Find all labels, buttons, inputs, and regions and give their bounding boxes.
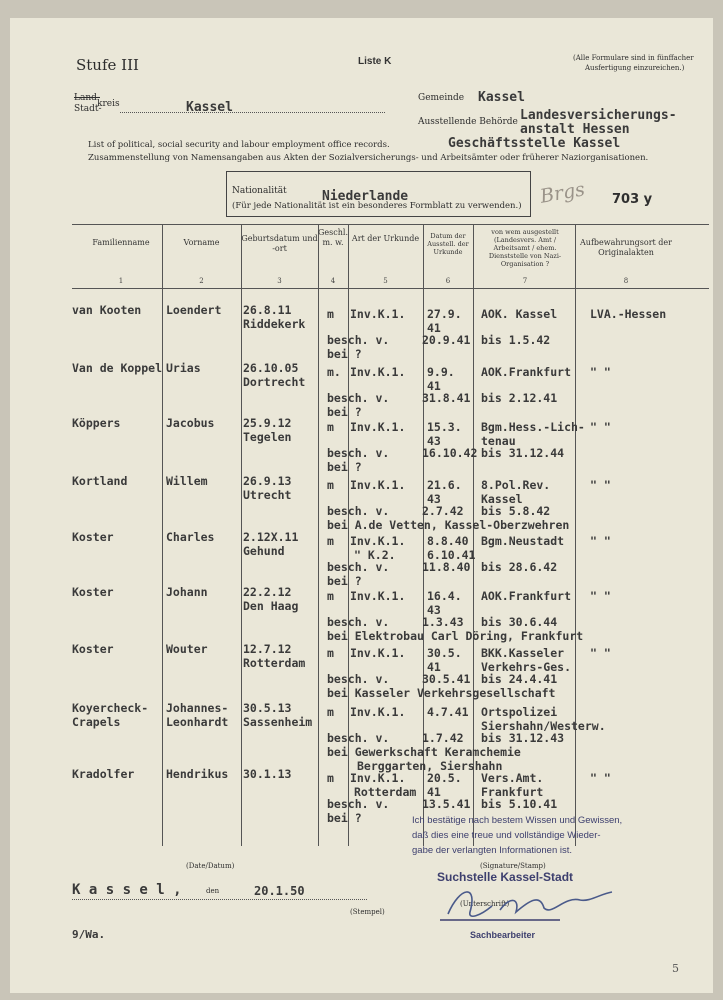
certification-line-3: gabe der verlangten Informationen ist. <box>412 845 573 856</box>
entry-issuer: BKK.Kasseler <box>481 646 565 660</box>
entry-employment-until: bis 5.10.41 <box>481 797 558 811</box>
entry-employment-label: besch. v. <box>327 797 390 811</box>
entry-issuer-line2: Verkehrs-Ges. <box>481 660 572 674</box>
entry-archive-location: LVA.-Hessen <box>590 307 667 321</box>
date-dotted-line <box>72 899 367 900</box>
entry-employment-from: 1.7.42 <box>422 731 464 745</box>
nationality-value: Niederlande <box>322 189 409 204</box>
column-number-2: 2 <box>199 277 204 285</box>
entry-employer-line2: Berggarten, Siershahn <box>357 759 503 773</box>
entry-issue-date: 8.8.40 <box>427 534 469 548</box>
entry-surname: van Kooten <box>72 303 142 317</box>
stadt-label: Stadt- <box>74 104 102 114</box>
behoerde-label: Ausstellende Behörde <box>418 117 518 127</box>
entry-employment-label: besch. v. <box>327 391 390 405</box>
column-header-5: Art der Urkunde <box>351 234 420 243</box>
entry-employer: bei ? <box>327 460 362 474</box>
entry-issue-date-year: 41 <box>427 379 441 393</box>
english-description: List of political, social security and labour employment office records. <box>88 140 390 150</box>
entry-issue-date-year: 41 <box>427 660 441 674</box>
nationality-note: (Für jede Nationalität ist ein besonderes Formblatt zu verwenden.) <box>232 201 522 211</box>
column-header-6: Datum der Ausstell. der Urkunde <box>427 232 469 256</box>
column-header-8: Aufbewahrungsort der Originalakten <box>580 238 672 257</box>
date-label: (Date/Datum) <box>186 862 235 870</box>
entry-document-type: Inv.K.1. <box>350 478 406 492</box>
entry-employment-from: 11.8.40 <box>422 560 471 574</box>
column-number-8: 8 <box>623 277 629 285</box>
entry-birth-place: Utrecht <box>243 488 292 502</box>
entry-issue-date: 20.5. <box>427 771 462 785</box>
gemeinde-label: Gemeinde <box>418 93 465 103</box>
office-stamp: Suchstelle Kassel-Stadt <box>437 870 574 884</box>
column-header-3: Geburtsdatum und -ort <box>241 234 318 253</box>
entry-archive-location: " " <box>590 589 611 603</box>
entry-archive-location: " " <box>590 771 611 785</box>
entry-sex: m <box>327 589 334 603</box>
entry-employment-from: 20.9.41 <box>422 333 471 347</box>
handwritten-signature <box>440 876 620 926</box>
entry-issuer: 8.Pol.Rev. <box>481 478 551 492</box>
entry-employment-from: 2.7.42 <box>422 504 464 518</box>
entry-document-type: Inv.K.1. <box>350 307 406 321</box>
column-divider-3 <box>318 224 319 846</box>
column-header-1: Familienname <box>92 238 150 247</box>
entry-sex: m <box>327 534 334 548</box>
entry-given-name: Johann <box>166 585 208 599</box>
entry-given-name: Wouter <box>166 642 208 656</box>
entry-employment-until: bis 31.12.43 <box>481 731 565 745</box>
entry-employment-until: bis 24.4.41 <box>481 672 558 686</box>
entry-employment-label: besch. v. <box>327 504 390 518</box>
entry-employment-from: 31.8.41 <box>422 391 471 405</box>
entry-issuer-line2: Siershahn/Westerw. <box>481 719 606 733</box>
entry-issue-date: 4.7.41 <box>427 705 469 719</box>
entry-issue-date-year: 43 <box>427 492 441 506</box>
entry-birth-date: 30.5.13 <box>243 701 292 715</box>
entry-employment-until: bis 1.5.42 <box>481 333 551 347</box>
entry-employment-label: besch. v. <box>327 560 390 574</box>
entry-issuer-line2: tenau <box>481 434 516 448</box>
entry-employer: bei A.de Vetten, Kassel-Oberzwehren <box>327 518 570 532</box>
entry-given-name: Charles <box>166 530 215 544</box>
behoerde-line-3: Geschäftsstelle Kassel <box>448 136 621 151</box>
kreis-dotted-line <box>120 112 385 113</box>
entry-birth-place: Rotterdam <box>243 656 306 670</box>
entry-issuer: AOK. Kassel <box>481 307 558 321</box>
footer-place: K a s s e l , <box>72 882 182 898</box>
entry-employment-label: besch. v. <box>327 672 390 686</box>
stempel-label: (Stempel) <box>350 908 385 916</box>
table-top-rule <box>72 224 709 225</box>
entry-birth-date: 25.9.12 <box>243 416 292 430</box>
entry-surname: Koyercheck- <box>72 701 149 715</box>
entry-employment-until: bis 30.6.44 <box>481 615 558 629</box>
entry-document-type: Inv.K.1. <box>350 705 406 719</box>
table-header-rule <box>72 288 709 289</box>
entry-issue-date: 9.9. <box>427 365 455 379</box>
entry-document-type: Inv.K.1. <box>350 534 406 548</box>
instruction-line-1: (Alle Formulare sind in fünffacher <box>573 54 694 62</box>
entry-given-name: Jacobus <box>166 416 215 430</box>
stufe-label: Stufe III <box>76 56 139 74</box>
entry-employer: bei Gewerkschaft Keramchemie <box>327 745 521 759</box>
entry-document-type: Inv.K.1. <box>350 589 406 603</box>
entry-archive-location: " " <box>590 420 611 434</box>
liste-label: Liste K <box>358 56 392 67</box>
column-number-7: 7 <box>522 277 528 285</box>
entry-given-name-line2: Leonhardt <box>166 715 229 729</box>
nationality-label: Nationalität <box>232 186 287 196</box>
entry-birth-place: Riddekerk <box>243 317 306 331</box>
entry-birth-date: 26.9.13 <box>243 474 292 488</box>
entry-employment-until: bis 5.8.42 <box>481 504 551 518</box>
certification-line-2: daß dies eine treue und vollständige Wieder- <box>412 830 601 841</box>
entry-issuer-line2: Frankfurt <box>481 785 544 799</box>
entry-birth-date: 22.2.12 <box>243 585 292 599</box>
entry-archive-location: " " <box>590 365 611 379</box>
entry-surname: Köppers <box>72 416 121 430</box>
entry-employment-until: bis 28.6.42 <box>481 560 558 574</box>
entry-given-name: Willem <box>166 474 208 488</box>
entry-birth-date: 30.1.13 <box>243 767 292 781</box>
entry-sex: m <box>327 771 334 785</box>
entry-surname-line2: Crapels <box>72 715 121 729</box>
entry-issuer: AOK.Frankfurt <box>481 589 572 603</box>
entry-surname: Koster <box>72 642 114 656</box>
entry-issue-date-2: 6.10.41 <box>427 548 476 562</box>
signature-stamp-label: (Signature/Stamp) <box>480 862 546 870</box>
page-mark: 5 <box>672 962 679 975</box>
german-description: Zusammenstellung von Namensangaben aus Akten der Sozialversicherungs- und Arbeitsämter oder früherer Naziorganisationen. <box>88 153 649 163</box>
certification-line-1: Ich bestätige nach bestem Wissen und Gewissen, <box>412 815 623 826</box>
entry-issue-date: 30.5. <box>427 646 462 660</box>
column-header-2: Vorname <box>183 238 220 247</box>
entry-given-name: Urias <box>166 361 201 375</box>
entry-document-type: Inv.K.1. <box>350 365 406 379</box>
entry-employment-label: besch. v. <box>327 615 390 629</box>
entry-employment-label: besch. v. <box>327 731 390 745</box>
entry-issuer: Vers.Amt. <box>481 771 544 785</box>
entry-sex: m. <box>327 365 341 379</box>
entry-archive-location: " " <box>590 478 611 492</box>
entry-employment-from: 30.5.41 <box>422 672 471 686</box>
entry-birth-date: 12.7.12 <box>243 642 292 656</box>
column-number-1: 1 <box>118 277 124 285</box>
entry-surname: Kortland <box>72 474 128 488</box>
entry-document-type: Inv.K.1. <box>350 420 406 434</box>
margin-scribble: Brgs <box>538 178 587 208</box>
reference-code: 9/Wa. <box>72 928 106 941</box>
entry-birth-date: 26.10.05 <box>243 361 299 375</box>
entry-employer: bei Elektrobau Carl Döring, Frankfurt <box>327 629 584 643</box>
entry-birth-place: Sassenheim <box>243 715 313 729</box>
entry-surname: Koster <box>72 585 114 599</box>
entry-sex: m <box>327 307 334 321</box>
column-number-4: 4 <box>330 277 336 285</box>
entry-employment-label: besch. v. <box>327 333 390 347</box>
column-number-3: 3 <box>277 277 282 285</box>
entry-employment-from: 13.5.41 <box>422 797 471 811</box>
entry-employer: bei ? <box>327 811 362 825</box>
entry-issuer: Bgm.Neustadt <box>481 534 565 548</box>
behoerde-line-1: Landesversicherungs- <box>520 108 677 123</box>
sachbearbeiter-label: Sachbearbeiter <box>470 930 536 940</box>
entry-employment-from: 1.3.43 <box>422 615 464 629</box>
entry-sex: m <box>327 646 334 660</box>
entry-birth-place: Gehund <box>243 544 285 558</box>
entry-issue-date-year: 41 <box>427 785 441 799</box>
entry-sex: m <box>327 478 334 492</box>
entry-document-type: Inv.K.1. <box>350 771 406 785</box>
column-header-7: von wem ausgestellt (Landesvers. Amt / Arbeitsamt / ehem. Dienststelle von Nazi-Organisation ? <box>488 228 562 268</box>
instruction-line-2: Ausfertigung einzureichen.) <box>585 64 685 72</box>
gemeinde-value: Kassel <box>478 90 525 105</box>
entry-issue-date-year: 41 <box>427 321 441 335</box>
entry-sex: m <box>327 420 334 434</box>
sheet-number: 703 y <box>612 192 653 207</box>
entry-issuer-line2: Kassel <box>481 492 523 506</box>
entry-employment-label: besch. v. <box>327 446 390 460</box>
entry-surname: Van de Koppel <box>72 361 163 375</box>
entry-birth-place: Den Haag <box>243 599 299 613</box>
unterschrift-label: (Unterschrift) <box>460 900 510 908</box>
land-label: Land- <box>74 93 100 103</box>
entry-birth-place: Tegelen <box>243 430 292 444</box>
entry-birth-place: Dortrecht <box>243 375 306 389</box>
entry-given-name: Loendert <box>166 303 222 317</box>
entry-birth-date: 2.12X.11 <box>243 530 299 544</box>
entry-employment-from: 16.10.42 <box>422 446 478 460</box>
column-divider-1 <box>162 224 163 846</box>
entry-issue-date: 15.3. <box>427 420 462 434</box>
entry-archive-location: " " <box>590 646 611 660</box>
entry-issuer: AOK.Frankfurt <box>481 365 572 379</box>
entry-employer: bei ? <box>327 347 362 361</box>
entry-employer: bei ? <box>327 405 362 419</box>
entry-issue-date: 27.9. <box>427 307 462 321</box>
entry-given-name: Hendrikus <box>166 767 229 781</box>
entry-employer: bei Kasseler Verkehrsgesellschaft <box>327 686 556 700</box>
entry-issue-date-year: 43 <box>427 434 441 448</box>
entry-issuer: Bgm.Hess.-Lich- <box>481 420 585 434</box>
entry-document-type: Inv.K.1. <box>350 646 406 660</box>
entry-employer: bei ? <box>327 574 362 588</box>
entry-issue-date: 21.6. <box>427 478 462 492</box>
entry-surname: Koster <box>72 530 114 544</box>
den-label: den <box>206 887 220 895</box>
entry-issuer: Ortspolizei <box>481 705 558 719</box>
column-number-6: 6 <box>445 277 451 285</box>
behoerde-line-2: anstalt Hessen <box>520 122 630 137</box>
entry-surname: Kradolfer <box>72 767 135 781</box>
entry-issue-date: 16.4. <box>427 589 462 603</box>
entry-employment-until: bis 2.12.41 <box>481 391 558 405</box>
entry-archive-location: " " <box>590 534 611 548</box>
column-divider-7 <box>575 224 576 846</box>
kreis-value: Kassel <box>186 100 233 115</box>
entry-employment-until: bis 31.12.44 <box>481 446 565 460</box>
entry-issue-date-year: 43 <box>427 603 441 617</box>
entry-sex: m <box>327 705 334 719</box>
kreis-label: kreis <box>97 99 120 109</box>
entry-document-type-2: " K.2. <box>354 548 396 562</box>
column-header-4: Geschl. m. w. <box>318 228 348 247</box>
column-divider-2 <box>241 224 242 846</box>
entry-document-type-2: Rotterdam <box>354 785 417 799</box>
entry-given-name: Johannes- <box>166 701 229 715</box>
footer-date: 20.1.50 <box>254 884 305 898</box>
column-number-5: 5 <box>383 277 388 285</box>
entry-birth-date: 26.8.11 <box>243 303 292 317</box>
